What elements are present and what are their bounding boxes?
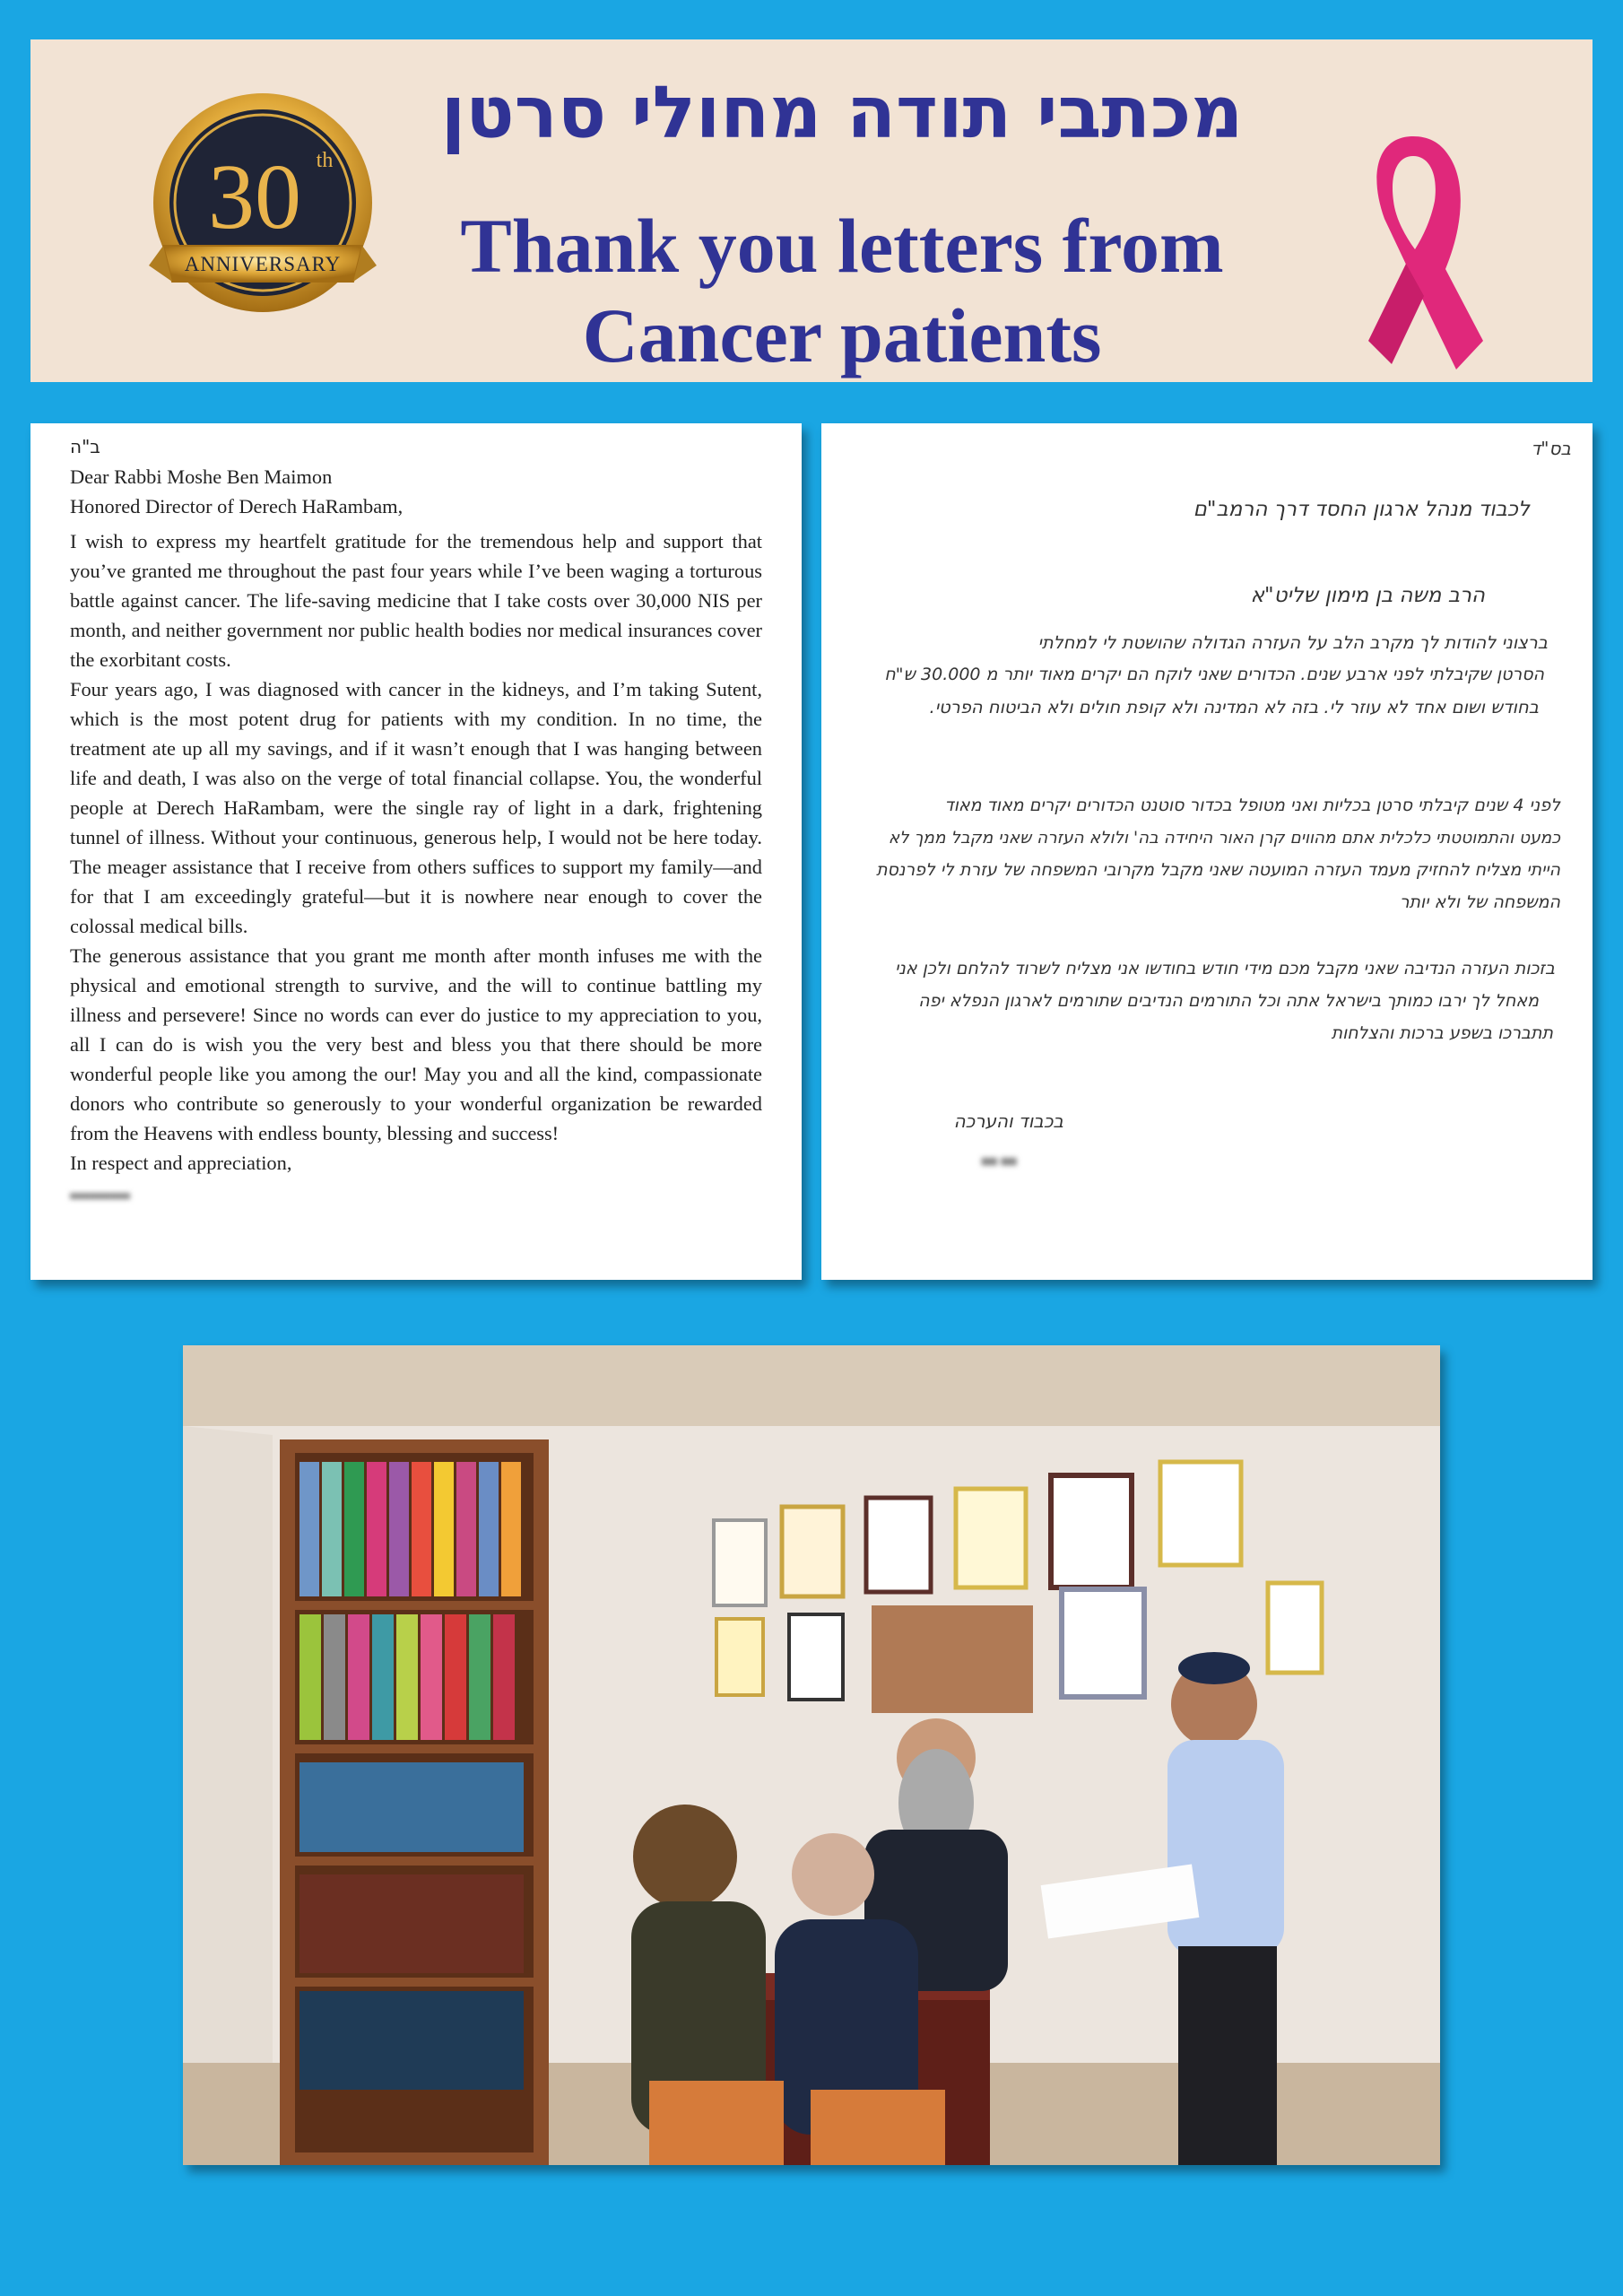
page-title-english <box>371 201 1313 380</box>
badge-number: 30 <box>208 145 301 248</box>
office-photo <box>183 1345 1440 2165</box>
letter-line: לכבוד מנהל ארגון החסד דרך הרמב"ם <box>1193 498 1530 521</box>
letter-line: בזכות העזרה הנדיבה שאני מקבל מכם מידי חודש בחודשו אני מצליח לשרוד להלחם ולכן אני <box>895 959 1555 978</box>
letter-line: תתברכו בשפע ברכות והצלחות <box>1331 1023 1553 1043</box>
letter-line: כמעט והתמוטטתי כלכלית אתם מהווים קרן האור היחידה בה' ולולא העזרה שאני מקבל ממך לא <box>888 829 1560 848</box>
letter-english <box>30 423 802 1280</box>
pink-ribbon-icon <box>1341 129 1485 373</box>
closing: In respect and appreciation, <box>70 1152 292 1174</box>
office-scene-illustration <box>183 1345 1440 2165</box>
badge-label: ANNIVERSARY <box>184 253 342 275</box>
letter-line: המשפחה של ולא יותר <box>1399 892 1560 912</box>
title-line-2: Cancer patients <box>582 292 1102 378</box>
letter-line: בחודש ושום אחד לא עוזר לי. בזה לא המדינה ולא קופת חולים ולא הביטוח הפרטי. <box>929 697 1539 718</box>
title-line-1: Thank you letters from <box>460 203 1224 289</box>
letter-line: ברצוני להודות לך מקרב הלב על העזרה הגדולה שהושטת לי למחלתי <box>1037 632 1548 653</box>
letter-closing: בכבוד והערכה <box>953 1110 1063 1132</box>
letter-line: לפני 4 שנים קיבלתי סרטן בכליות ואני מטופל בכדור סוטנט הכדורים יקרים מאוד מאוד <box>944 796 1560 815</box>
letter-line: מאחל לך ירבו כמותך בישראל אתה וכל התורמים הנדיבים שתורמים לארגון הנפלא יפה <box>918 991 1539 1011</box>
letter-hebrew-handwritten <box>821 423 1593 1280</box>
page-title-hebrew: מכתבי תודה מחולי סרטן <box>440 71 1244 154</box>
salutation: Dear Rabbi Moshe Ben Maimon <box>70 465 333 488</box>
letter-english-body <box>70 432 762 1207</box>
bh-header: ב"ה <box>70 436 100 457</box>
letter-line: הרב משה בן מימון שליט"א <box>1250 584 1485 607</box>
badge-suffix: th <box>316 149 334 172</box>
header-banner <box>30 39 1593 382</box>
signature-blurred: ▬▬ <box>979 1149 1019 1172</box>
letter-line: הסרטן שקיבלתי לפני ארבע שנים. הכדורים שאני לוקח הם יקרים מאוד יותר מ 30.000 ש"ח <box>884 665 1544 684</box>
anniversary-badge-icon <box>145 93 380 328</box>
signature-blurred: ▬▬▬ <box>70 1181 131 1204</box>
paragraph: I wish to express my heartfelt gratitude for the tremendous help and support that you’ve granted me throughout the past four years while I’ve been waging a torturous battle against cancer. The life-saving medicine that I take costs over 30,000 NIS per month, and neither government nor public health bodies nor medical insurances cover the exorbitant costs. <box>70 530 762 671</box>
paragraph: The generous assistance that you grant me month after month infuses me with the physical and emotional strength to survive, and the will to continue battling my illness and persevere! Since no words can ever do justice to my appreciation to you, all I can do is wish you the very best and bless you that there should be more wonderful people like you among the our! May you and all the kind, compassionate donors who contribute so generously to your wonderful organization be rewarded from the Heavens with endless bounty, blessing and success! <box>70 944 762 1144</box>
bh-header: בס"ד <box>1531 438 1571 459</box>
paragraph: Four years ago, I was diagnosed with cancer in the kidneys, and I’m taking Sutent, which is the most potent drug for patients with my condition. In no time, the treatment ate up all my savings, and if it wasn’t enough that I was hanging between life and death, I was also on the verge of total financial collapse. You, the wonderful people at Derech HaRambam, were the single ray of light in a dark, frightening tunnel of illness. Without your continuous, generous help, I would not be here today. The meager assistance that I receive from others suffices to support my family—and for that I am exceedingly grateful—but it is nowhere near enough to cover the colossal medical bills. <box>70 678 762 937</box>
recipient-title: Honored Director of Derech HaRambam, <box>70 495 404 517</box>
letter-hebrew-body <box>839 423 1571 1266</box>
letter-line: הייתי מצליח להחזיק מעמד העזרה המועטה שאני מקבל מקרובי המשפחה של עזרת לי לפרנסת <box>876 860 1560 880</box>
bookshelf <box>280 1439 549 2165</box>
